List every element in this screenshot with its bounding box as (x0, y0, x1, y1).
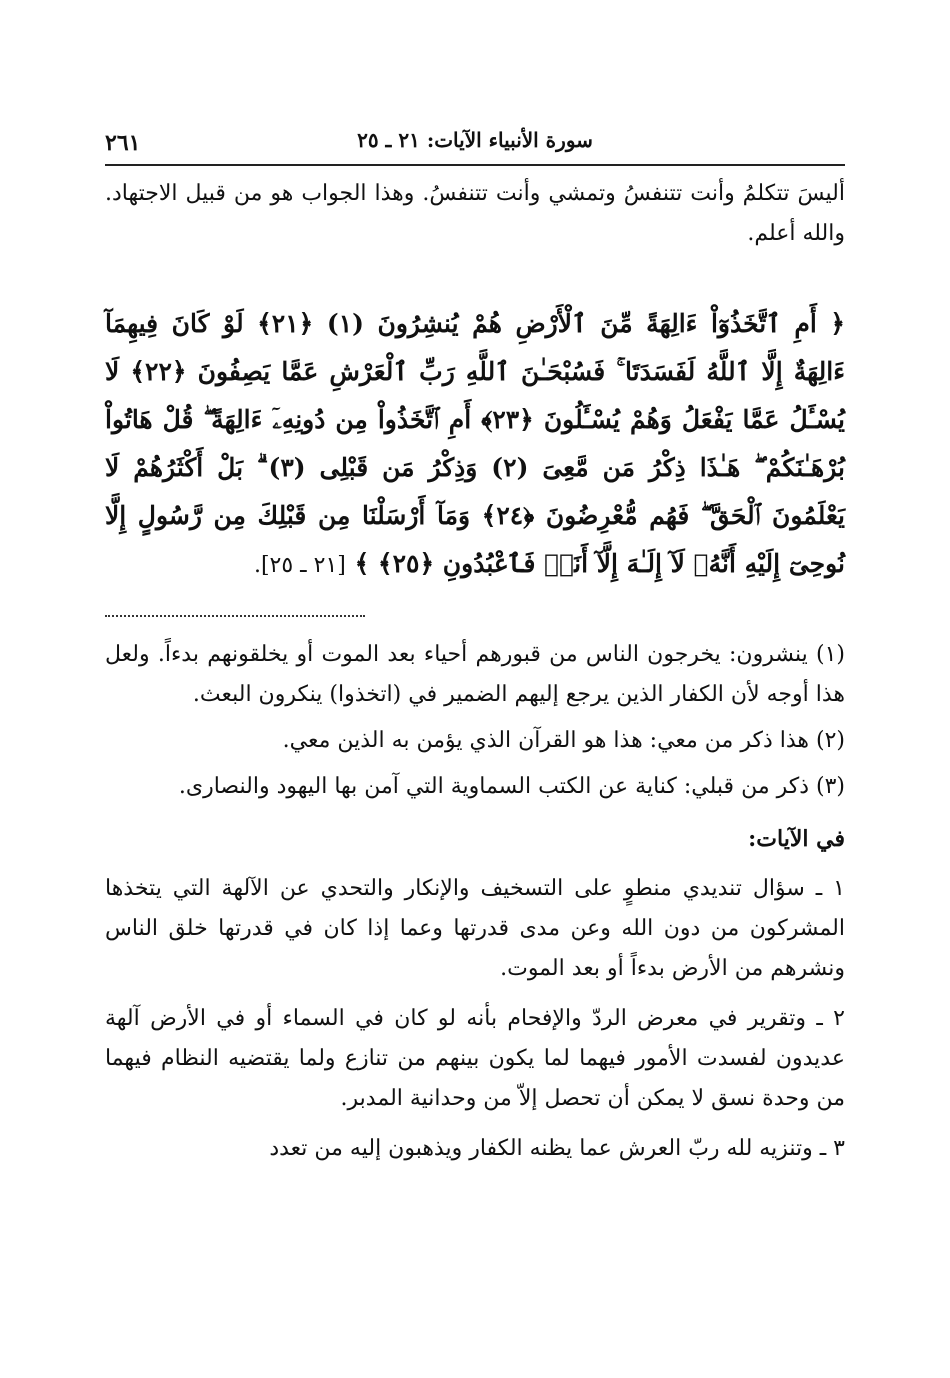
verse-reference: [٢١ ـ ٢٥]. (253, 553, 346, 578)
lesson-3: ٣ ـ وتنزيه لله ربّ العرش عما يظنه الكفار ويذهبون إليه من تعدد (269, 1136, 845, 1161)
book-page (105, 118, 845, 1169)
footnotes (105, 635, 845, 807)
footnote-3: (٣) ذكر من قبلي: كناية عن الكتب السماوية التي آمن بها اليهود والنصارى. (178, 774, 845, 799)
lesson-1: ١ ـ سؤال تنديدي منطوٍ على التسخيف والإنكار والتحدي عن الآلهة التي يتخذها المشركون من دون الله وعن مدى قدرتها وعما إذا كان في قدرتها خلق الناس ونشرهم من الأرض بدءاً أو بعد الموت. (105, 876, 845, 981)
page-number: ٢٦١ (105, 130, 141, 156)
section-heading: في الآيات: (748, 826, 845, 852)
footnote-2: (٢) هذا ذكر من معي: هذا هو القرآن الذي يؤمن به الذين معي. (282, 728, 845, 753)
footnote-separator (105, 615, 365, 617)
lesson-2: ٢ ـ وتقرير في معرض الردّ والإفحام بأنه لو كان في السماء أو في الأرض آلهة عديدون لفسدت الأمور فيهما لما يكون بينهم من تنازع ولما يقتضيه النظام فيهما من وحدة نسق لا يمكن أن تحصل إلاّ من وحدانية المدبر. (105, 1006, 845, 1111)
running-header (105, 118, 845, 166)
quran-verses (105, 300, 845, 590)
footnote-1: (١) ينشرون: يخرجون الناس من قبورهم أحياء بعد الموت أو يخلقونهم بدءاً. ولعل هذا أوجه لأن الكفار الذين يرجع إليهم الضمير في (اتخذوا) ينكرون البعث. (105, 642, 845, 707)
quran-text: ﴿ أَمِ ٱتَّخَذُوٓاْ ءَالِهَةً مِّنَ ٱلْأَرْضِ هُمْ يُنشِرُونَ (١) ﴿٢١﴾ لَوْ كَانَ فِيهِمَآ ءَالِهَةٌ إِلَّا ٱللَّهُ لَفَسَدَتَا ۚ فَسُبْحَـٰنَ ٱللَّهِ رَبِّ ٱلْعَرْشِ عَمَّا يَصِفُونَ ﴿٢٢﴾ لَا يُسْـَٔلُ عَمَّا يَفْعَلُ وَهُمْ يُسْـَٔلُونَ ﴿٢٣﴾ أَمِ ٱتَّخَذُواْ مِن دُونِهِۦٓ ءَالِهَةً ۖ قُلْ هَاتُواْ بُرْهَـٰنَكُمْ ۖ هَـٰذَا ذِكْرُ مَن مَّعِىَ (٢) وَذِكْرُ مَن قَبْلِى (٣) ۗ بَلْ أَكْثَرُهُمْ لَا يَعْلَمُونَ ٱلْحَقَّ ۖ فَهُم مُّعْرِضُونَ ﴿٢٤﴾ وَمَآ أَرْسَلْنَا مِن قَبْلِكَ مِن رَّسُولٍ إِلَّا نُوحِىٓ إِلَيْهِ أَنَّهُۥ لَآ إِلَـٰهَ إِلَّآ أَنَا۠ فَٱعْبُدُونِ ﴿٢٥﴾ ﴾ (105, 309, 846, 578)
running-title: سورة الأنبياء الآيات: ٢١ ـ ٢٥ (357, 128, 593, 152)
intro-paragraph: أليسَ تتكلمُ وأنت تتنفسُ وتمشي وأنت تتنفسُ. وهذا الجواب هو من قبيل الاجتهاد. والله أعلم. (105, 181, 845, 246)
